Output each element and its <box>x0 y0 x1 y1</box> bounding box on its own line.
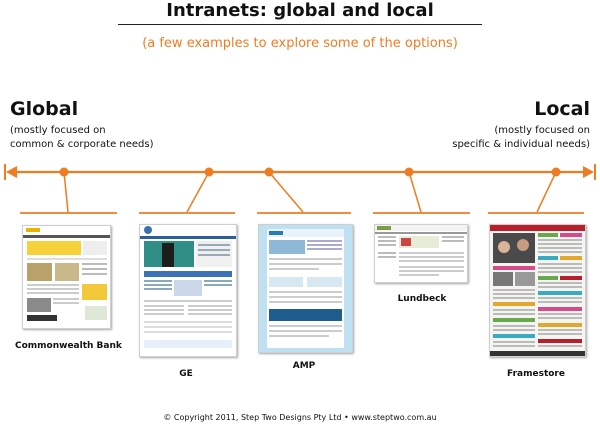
global-title: Global <box>10 98 79 120</box>
local-desc-line1: (mostly focused on <box>494 125 590 136</box>
lundbeck-screenshot <box>374 224 468 283</box>
right-arrowhead <box>583 166 594 178</box>
amp-screenshot <box>258 224 353 353</box>
ge-screenshot <box>139 224 237 357</box>
caption-amp: AMP <box>292 361 316 371</box>
ge-page-image <box>140 225 236 356</box>
connector-ge <box>187 172 209 212</box>
axis-dot-ge <box>205 168 214 177</box>
connector-framestore <box>537 172 556 212</box>
page-subtitle: (a few examples to explore some of the options) <box>142 36 458 51</box>
axis-dot-commonwealth <box>60 168 69 177</box>
axis-dot-framestore <box>552 168 561 177</box>
local-description <box>452 124 590 152</box>
global-description <box>10 124 154 152</box>
axis-dot-lundbeck <box>405 168 414 177</box>
commonwealth-bank-screenshot <box>22 225 111 329</box>
copyright-footer: © Copyright 2011, Step Two Designs Pty Ltd • www.steptwo.com.au <box>163 413 437 422</box>
global-desc-line1: (mostly focused on <box>10 125 106 136</box>
page-title: Intranets: global and local <box>166 0 434 21</box>
connector-amp <box>269 172 303 212</box>
caption-framestore: Framestore <box>507 369 565 379</box>
amp-page-image <box>259 225 352 352</box>
caption-commonwealth-bank: Commonwealth Bank <box>15 341 122 351</box>
framestore-screenshot <box>489 224 586 357</box>
global-desc-line2: common & corporate needs) <box>10 139 154 150</box>
left-arrowhead <box>6 166 17 178</box>
connector-lundbeck <box>409 172 421 212</box>
caption-lundbeck: Lundbeck <box>397 294 447 304</box>
caption-ge: GE <box>179 369 193 379</box>
lundbeck-page-image <box>375 225 467 282</box>
local-desc-line2: specific & individual needs) <box>452 139 590 150</box>
title-underline <box>118 24 482 25</box>
connector-commonwealth <box>64 172 68 212</box>
framestore-page-image <box>490 225 585 356</box>
local-title: Local <box>534 98 590 120</box>
axis-dot-amp <box>265 168 274 177</box>
commonwealth-bank-page-image <box>23 226 110 328</box>
